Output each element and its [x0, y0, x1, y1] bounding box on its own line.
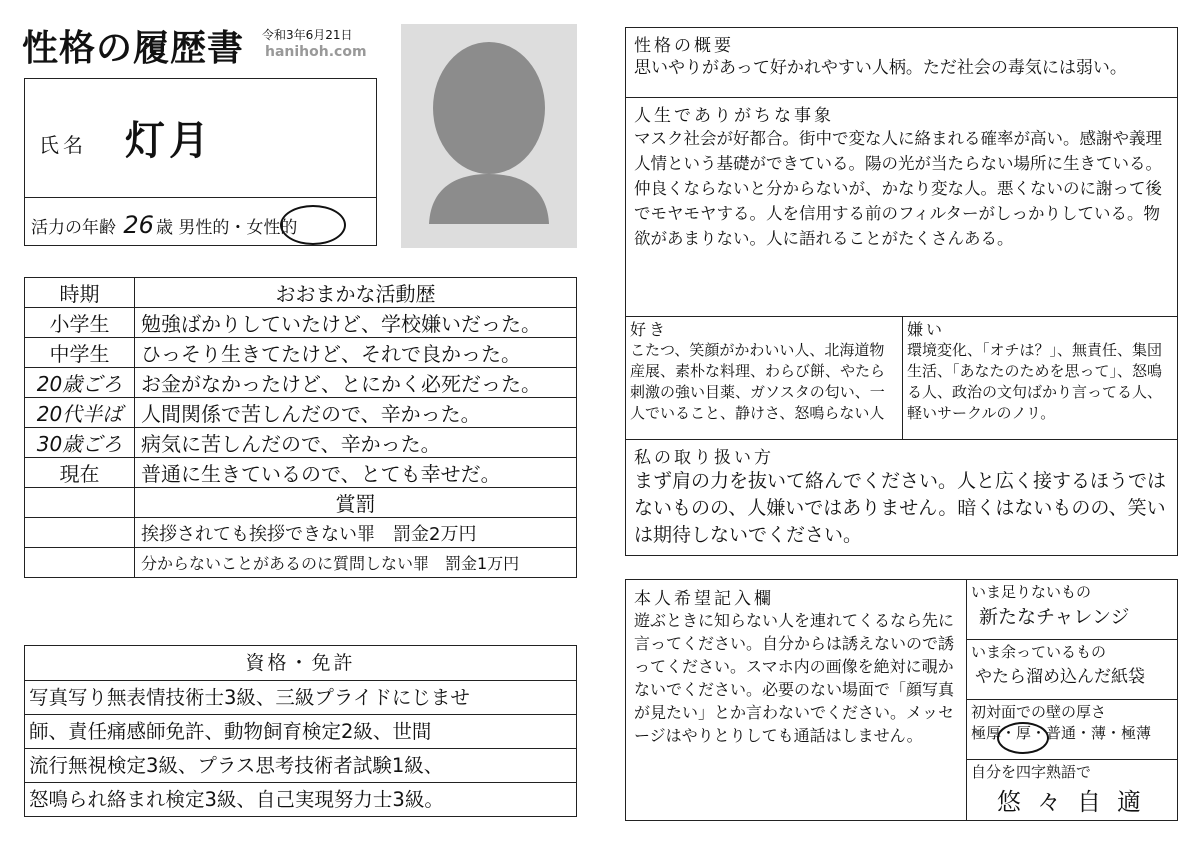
qualification-line: 写真写り無表情技術士3級、三級プライドにじませ [25, 681, 576, 715]
idiom-label: 自分を四字熟語で [971, 763, 1092, 781]
activity-cell: お金がなかったけど、とにかく必死だった。 [135, 368, 577, 398]
avatar [401, 24, 577, 248]
empty-cell [25, 518, 135, 548]
vitality-row [31, 211, 297, 239]
activity-cell: 人間関係で苦しんだので、辛かった。 [135, 398, 577, 428]
period-cell: 小学生 [25, 308, 135, 338]
table-header-row [25, 278, 577, 308]
requests-text: 遊ぶときに知らない人を連れてくるなら先に言ってください。自分からは誘えないので誘ってください。スマホ内の画像を絶対に覗かないでください。必要のない場面で「顔写真が見たい」とか言わないでください。メッセージはやりとりしても通話はしません。 [634, 611, 955, 745]
empty-cell [25, 488, 135, 518]
wall-value: 極厚・厚・普通・薄・極薄 [971, 724, 1152, 742]
traits-column [967, 580, 1177, 820]
activity-cell: 勉強ばかりしていたけど、学校嫌いだった。 [135, 308, 577, 338]
person-silhouette-icon [401, 24, 577, 248]
wall-cell [967, 700, 1177, 760]
qualification-line: 怒鳴られ絡まれ検定3級、自己実現努力士3級。 [29, 788, 444, 811]
table-row [25, 428, 577, 458]
life-events-header: 人生でありがちな事象 [634, 106, 834, 126]
activity-cell: 普通に生きているので、とても幸せだ。 [135, 458, 577, 488]
activity-cell: 病気に苦しんだので、辛かった。 [135, 428, 577, 458]
period-cell: 20歳ごろ [25, 368, 135, 398]
reward-cell: 分からないことがあるのに質問しない罪 罰金1万円 [135, 548, 577, 578]
qualifications-header: 資格・免許 [25, 646, 576, 681]
period-cell: 30歳ごろ [25, 428, 135, 458]
qualification-line: 流行無視検定3級、プラス思考技術者試験1級、 [25, 749, 576, 783]
dislikes-header: 嫌い [907, 320, 946, 339]
life-events-section [626, 98, 1177, 317]
table-row [25, 368, 577, 398]
period-cell: 現在 [25, 458, 135, 488]
likes-column [626, 317, 903, 439]
handling-header: 私の取り扱い方 [634, 448, 774, 468]
likes-header: 好き [630, 320, 669, 339]
requests-section [626, 580, 967, 820]
qualifications-box [24, 645, 577, 817]
dislikes-text: 環境変化、「オチは？」、無責任、集団生活、「あなたのためを思って」、怒鳴る人、政治の文句ばかり言ってる人、軽いサークルのノリ。 [907, 341, 1163, 422]
handling-section [626, 440, 1177, 555]
date: 令和3年6月21日 [262, 28, 353, 42]
lacking-cell [967, 580, 1177, 640]
activity-cell: ひっそり生きてたけど、それで良かった。 [135, 338, 577, 368]
life-events-text: マスク社会が好都合。街中で変な人に絡まれる確率が高い。感謝や義理人情という基礎ができている。陽の光が当たらない場所に生きている。仲良くならないと分からないが、かなり変な人。悪くないのに謝って後でモヤモヤする。人を信用する前のフィルターがしっかりしている。物欲があまりない。人に語れることがたくさんある。 [634, 129, 1162, 248]
period-cell: 20代半ば [25, 398, 135, 428]
likes-dislikes-section [626, 317, 1177, 440]
vitality-label: 活力の年齢 [31, 218, 116, 238]
rewards-header: 賞罰 [135, 488, 577, 518]
wall-label: 初対面での壁の厚さ [971, 703, 1107, 721]
vitality-age: 26 [123, 211, 154, 239]
name-row [25, 79, 376, 198]
table-row [25, 398, 577, 428]
gender-options: 男性的・女性的 [178, 218, 298, 238]
handling-text: まず肩の力を抜いて絡んでください。人と広く接するほうではないものの、人嫌いではありません。暗くはないものの、笑いは期待しないでください。 [634, 470, 1167, 546]
lacking-label: いま足りないもの [971, 583, 1092, 601]
period-cell: 中学生 [25, 338, 135, 368]
table-row [25, 548, 577, 578]
surplus-label: いま余っているもの [971, 643, 1107, 661]
overview-section [626, 28, 1177, 98]
dislikes-column [903, 317, 1176, 439]
name-box [24, 78, 377, 246]
overview-header: 性格の概要 [634, 36, 734, 56]
name-value: 灯月 [125, 118, 213, 164]
page-title: 性格の履歴書 [22, 28, 245, 69]
requests-box [625, 579, 1178, 821]
wall-circle-mark [997, 722, 1049, 754]
surplus-value: やたら溜め込んだ紙袋 [975, 667, 1145, 687]
table-row [25, 338, 577, 368]
idiom-value: 悠々自適 [997, 788, 1157, 816]
personality-box [625, 27, 1178, 556]
requests-header: 本人希望記入欄 [634, 589, 774, 609]
table-row [25, 488, 577, 518]
name-label: 氏名 [39, 133, 87, 157]
overview-text: 思いやりがあって好かれやすい人柄。ただ社会の毒気には弱い。 [634, 58, 1127, 78]
site-url: hanihoh.com [265, 44, 367, 60]
reward-cell: 挨拶されても挨拶できない罪 罰金2万円 [135, 518, 577, 548]
likes-text: こたつ、笑顔がかわいい人、北海道物産展、素朴な料理、わらび餅、やたら刺激の強い目薬、ガソスタの匂い、一人でいること、静けさ、怒鳴らない人 [630, 341, 886, 422]
period-header: 時期 [25, 278, 135, 308]
history-table [24, 277, 577, 578]
gender-circle-mark [280, 205, 346, 245]
surplus-cell [967, 640, 1177, 700]
idiom-cell [967, 760, 1177, 820]
activity-header: おおまかな活動歴 [135, 278, 577, 308]
table-row [25, 458, 577, 488]
table-row [25, 518, 577, 548]
qualification-line: 師、責任痛感師免許、動物飼育検定2級、世間 [25, 715, 576, 749]
table-row [25, 308, 577, 338]
lacking-value: 新たなチャレンジ [979, 606, 1130, 628]
age-unit: 歳 [155, 218, 173, 238]
empty-cell [25, 548, 135, 578]
